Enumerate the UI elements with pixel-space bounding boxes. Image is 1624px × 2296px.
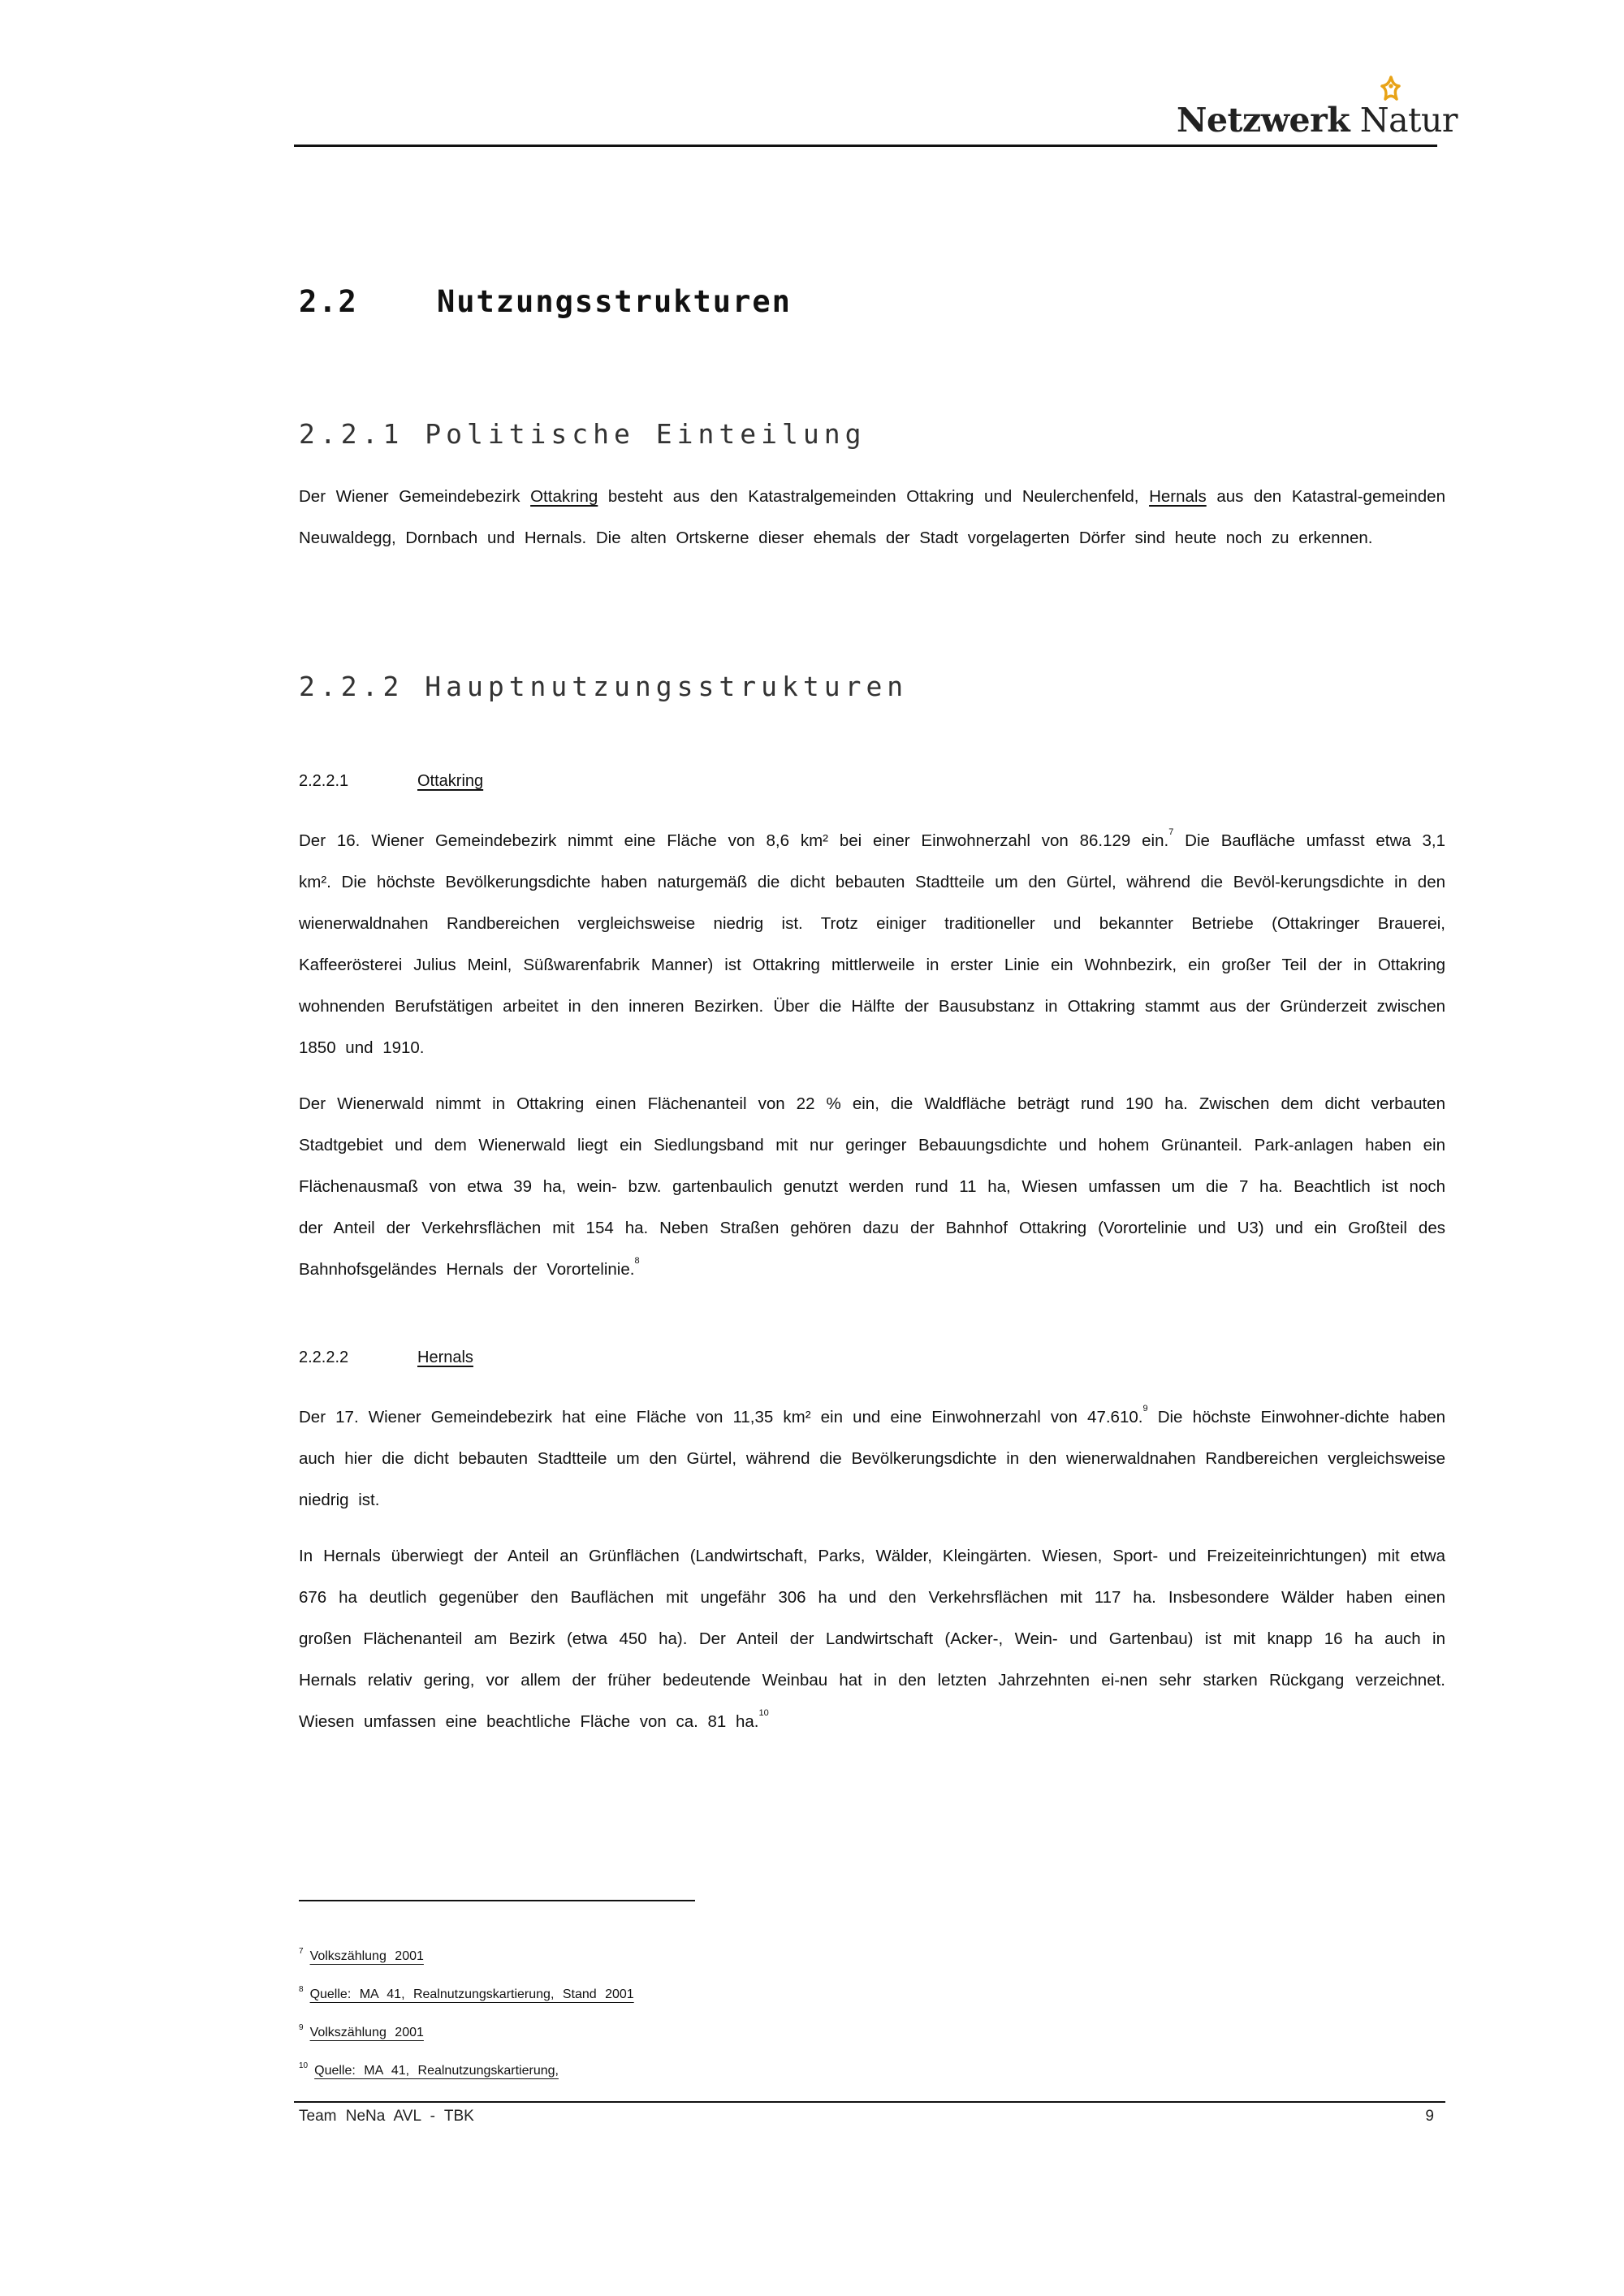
subsubsection-title: Ottakring <box>417 772 484 790</box>
footnote-item <box>299 2061 634 2100</box>
footer-team: Team NeNa AVL - TBK <box>299 2108 474 2125</box>
text-run: besteht aus den Katastralgemeinden Ottakring und Neulerchenfeld, <box>598 487 1150 506</box>
text-run: Der Wiener Gemeindebezirk <box>299 487 531 506</box>
text-run: aus den Katastral-gemeinden Neuwaldegg, Dornbach und Hernals. Die alten Ortskerne dieser ehemals der Stadt vorgelagerten Dörfer sind heute noch zu erkennen. <box>299 487 1445 547</box>
paragraph-hernals-2 <box>299 1535 1445 1742</box>
text-run: Die Baufläche umfasst etwa 3,1 km². Die höchste Bevölkerungsdichte haben naturgemäß die dicht bebauten Stadtteile um den Gürtel, während die Bevöl-kerungsdichte in den wienerwaldnahen Randbereichen vergleichsweise niedrig ist. Trotz einiger traditioneller und bekannter Betriebe (Ottakringer Brauerei, Kaffeerösterei Julius Meinl, Süßwarenfabrik Manner) ist Ottakring mittlerweile in erster Linie ein Wohnbezirk, ein großer Teil der in Ottakring wohnenden Berufstätigen arbeitet in den inneren Bezirken. Über die Hälfte der Bausubstanz in Ottakring stammt aus der Gründerzeit zwischen 1850 und 1910. <box>299 831 1445 1057</box>
footnote-ref[interactable]: 10 <box>758 1708 769 1718</box>
subsubsection-heading-hernals <box>299 1349 473 1367</box>
footnote-number: 10 <box>299 2061 309 2070</box>
footnote-item <box>299 2023 634 2061</box>
section-title: Nutzungsstrukturen <box>436 284 792 319</box>
subsection-heading-hauptnutzungsstrukturen <box>299 671 908 702</box>
paragraph-politische-einteilung <box>299 476 1445 559</box>
footnote-number: 8 <box>299 1985 304 1994</box>
footnote-text: Quelle: MA 41, Realnutzungskartierung, Stand 2001 <box>309 1987 634 2001</box>
subsection-heading-politische-einteilung <box>299 418 866 450</box>
footnote-text: Quelle: MA 41, Realnutzungskartierung, <box>314 2064 559 2078</box>
page-number: 9 <box>1425 2108 1434 2125</box>
footer-divider <box>294 2101 1445 2103</box>
footnote-ref[interactable]: 9 <box>1142 1404 1148 1413</box>
footnote-number: 7 <box>299 1947 304 1956</box>
footnote-ref[interactable]: 7 <box>1168 827 1174 837</box>
hernals-link[interactable]: Hernals <box>1149 487 1207 506</box>
footnote-text: Volkszählung 2001 <box>309 2026 424 2039</box>
logo-wordmark <box>1177 101 1458 140</box>
section-heading <box>299 284 792 319</box>
footnote-item <box>299 1947 634 1985</box>
subsection-number: 2.2.1 <box>299 418 404 450</box>
footnote-ref[interactable]: 8 <box>634 1256 640 1266</box>
paragraph-ottakring-1 <box>299 820 1445 1068</box>
subsection-number: 2.2.2 <box>299 671 404 702</box>
section-number: 2.2 <box>299 284 358 319</box>
subsection-title: Politische Einteilung <box>425 418 866 450</box>
footnote-number: 9 <box>299 2023 304 2032</box>
paragraph-hernals-1 <box>299 1396 1445 1521</box>
ottakring-link[interactable]: Ottakring <box>530 487 598 506</box>
paragraph-ottakring-2 <box>299 1083 1445 1290</box>
logo-bold: Netzwerk <box>1176 101 1350 140</box>
footnote-text: Volkszählung 2001 <box>309 1949 424 1963</box>
footnote-divider <box>299 1900 695 1901</box>
subsubsection-title: Hernals <box>417 1349 473 1366</box>
subsubsection-number: 2.2.2.1 <box>299 772 349 790</box>
subsubsection-heading-ottakring <box>299 772 483 791</box>
footnote-item <box>299 1985 634 2023</box>
logo-regular: Natur <box>1359 101 1458 140</box>
footnote-list <box>299 1947 634 2100</box>
header-divider <box>294 145 1437 147</box>
text-run: In Hernals überwiegt der Anteil an Grünflächen (Landwirtschaft, Parks, Wälder, Kleingärten. Wiesen, Sport- und Freizeiteinrichtungen) mit etwa 676 ha deutlich gegenüber den Bauflächen mit ungefähr 306 ha und den Verkehrsflächen mit 117 ha. Insbesondere Wälder haben einen großen Flächenanteil am Bezirk (etwa 450 ha). Der Anteil der Landwirtschaft (Acker-, Wein- und Gartenbau) ist mit knapp 16 ha auch in Hernals relativ gering, vor allem der früher bedeutende Weinbau hat in den letzten Jahrzehnten ei-nen sehr starken Rückgang verzeichnet. Wiesen umfassen eine beachtliche Fläche von ca. 81 ha. <box>299 1547 1445 1731</box>
subsection-title: Hauptnutzungsstrukturen <box>425 671 909 702</box>
text-run: Der Wienerwald nimmt in Ottakring einen Flächenanteil von 22 % ein, die Waldfläche beträgt rund 190 ha. Zwischen dem dicht verbauten Stadtgebiet und dem Wienerwald liegt ein Siedlungsband mit nur geringer Bebauungsdichte und hohem Grünanteil. Park-anlagen haben ein Flächenausmaß von etwa 39 ha, wein- bzw. gartenbaulich genutzt werden rund 11 ha, Wiesen umfassen um die 7 ha. Beachtlich ist noch der Anteil der Verkehrsflächen mit 154 ha. Neben Straßen gehören dazu der Bahnhof Ottakring (Vorortelinie und U3) und ein Großteil des Bahnhofsgeländes Hernals der Vorortelinie. <box>299 1094 1445 1279</box>
text-run: Die höchste Einwohner-dichte haben auch hier die dicht bebauten Stadtteile um den Gürtel, während die Bevölkerungsdichte in den wienerwaldnahen Randbereichen vergleichsweise niedrig ist. <box>299 1408 1445 1509</box>
text-run: Der 16. Wiener Gemeindebezirk nimmt eine Fläche von 8,6 km² bei einer Einwohnerzahl von 86.129 ein. <box>299 831 1169 850</box>
subsubsection-number: 2.2.2.2 <box>299 1349 349 1366</box>
text-run: Der 17. Wiener Gemeindebezirk hat eine Fläche von 11,35 km² ein und eine Einwohnerzahl von 47.610. <box>299 1408 1143 1426</box>
netzwerk-natur-logo <box>1176 75 1458 140</box>
